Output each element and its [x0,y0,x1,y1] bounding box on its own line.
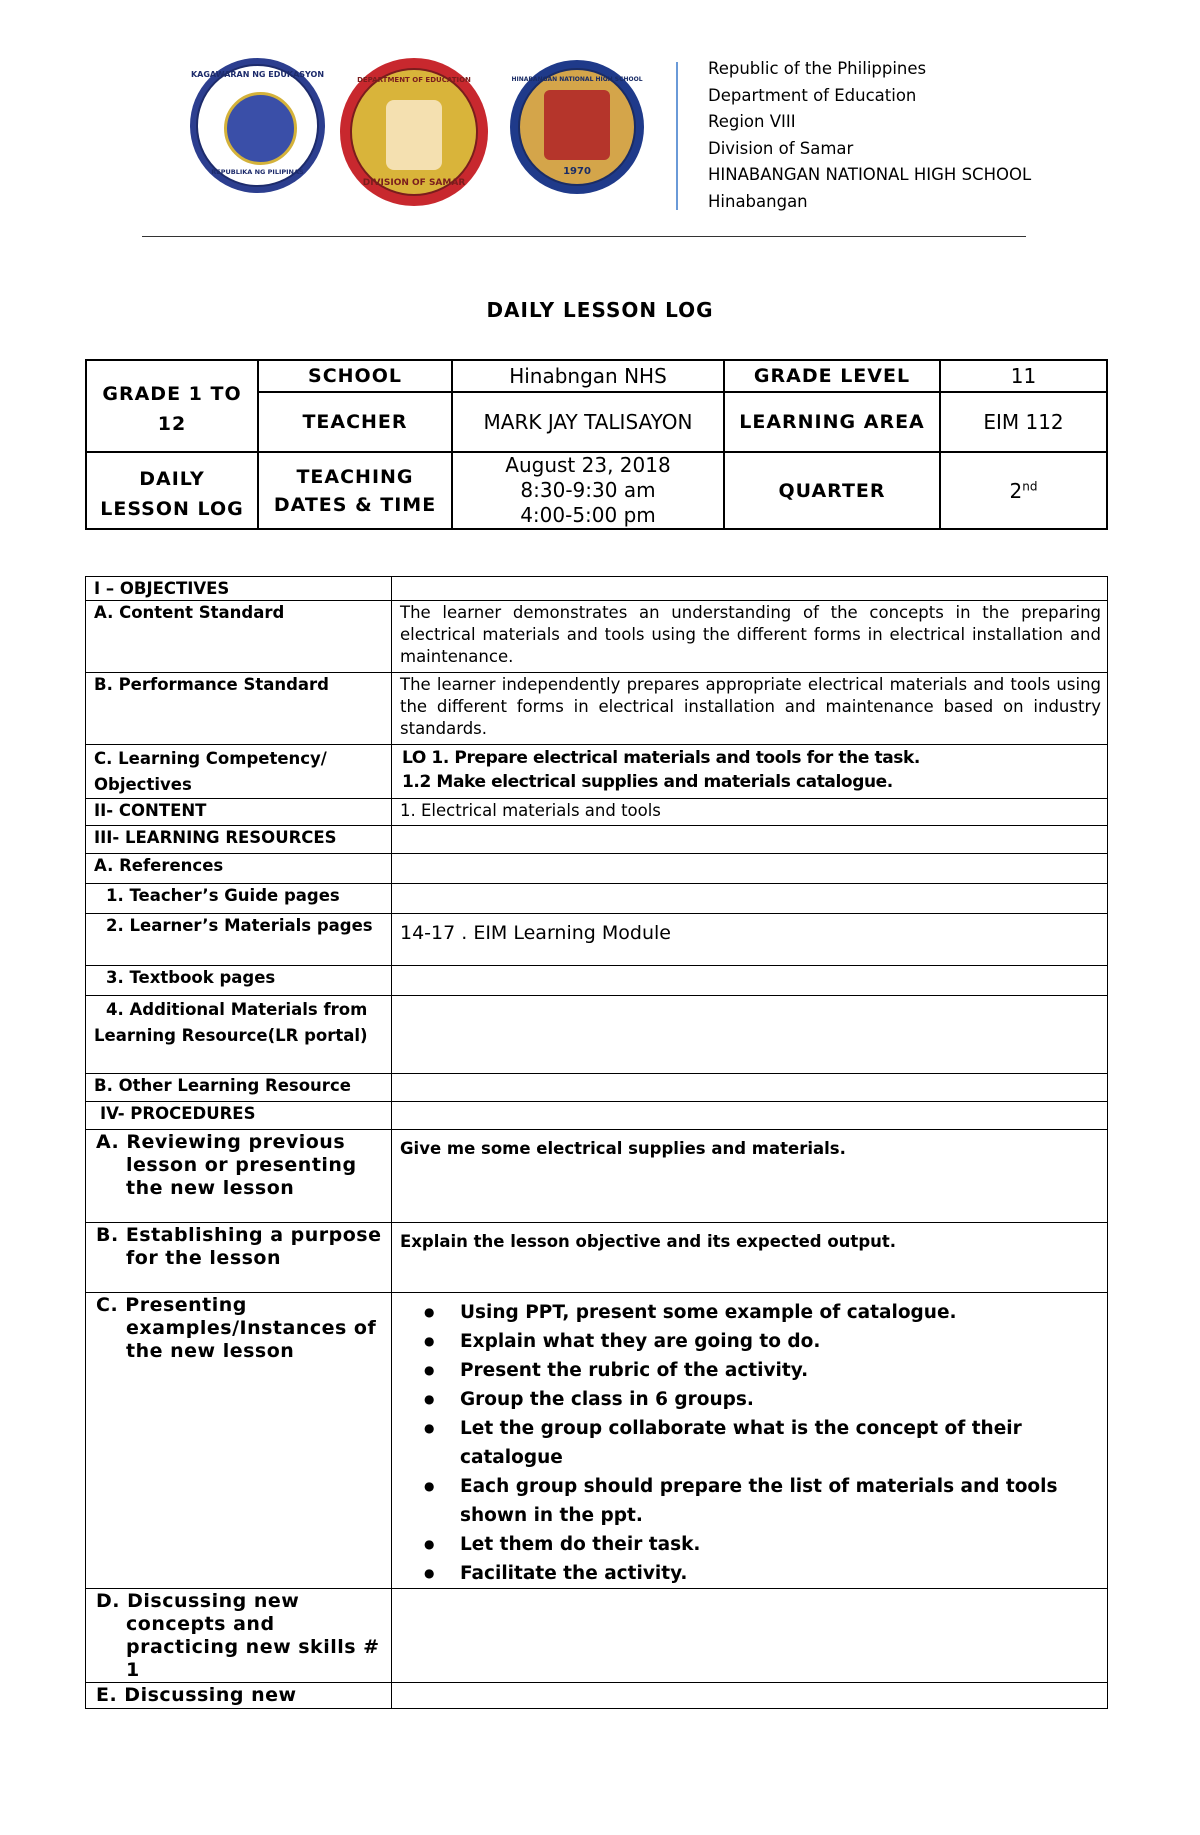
teaching-time-2: 4:00-5:00 pm [520,503,656,527]
list-item: ● Present the rubric of the activity. [460,1356,1101,1385]
list-item: ● Each group should prepare the list of materials and tools shown in the ppt. [460,1472,1101,1530]
additional-materials-label: 4. Additional Materials from Learning Resource(LR portal) [86,996,392,1074]
grade-range-cell: GRADE 1 TO 12 [86,360,258,452]
content-label: II- CONTENT [86,799,392,826]
deped-seal-top-text: KAGAWARAN NG EDUKASYON [190,70,325,79]
school-value: Hinabngan NHS [452,360,724,392]
quarter-suffix: nd [1022,478,1038,493]
info-table [85,359,1108,530]
quarter-value [940,452,1107,529]
grade-level-label: GRADE LEVEL [724,360,940,392]
school-seal-logo [510,60,644,194]
learning-area-value: EIM 112 [940,392,1107,452]
teachers-guide-value [392,884,1108,914]
procedure-e-label: E. Discussing new [86,1683,392,1709]
samar-seal-top-text: DEPARTMENT OF EDUCATION [357,76,471,84]
school-seal-year: 1970 [563,166,591,177]
competency-line-1: LO 1. Prepare electrical materials and tools for the task. [402,748,920,768]
lesson-table [85,576,1108,1709]
list-item: ● Explain what they are going to do. [460,1327,1101,1356]
references-value [392,854,1108,884]
procedures-heading: IV- PROCEDURES [86,1102,392,1130]
header-line: Division of Samar [708,138,854,158]
teaching-dates-label: TEACHING DATES & TIME [258,452,452,529]
objectives-heading: I – OBJECTIVES [86,577,392,601]
list-item: ● Let the group collaborate what is the concept of their catalogue [460,1414,1101,1472]
additional-materials-value [392,996,1108,1074]
performance-standard-value: The learner independently prepares appropriate electrical materials and tools using the different forms in electrical installation and maintenance based on industry standards. [392,673,1108,745]
samar-seal-bottom-text: DIVISION OF SAMAR [362,178,466,188]
teacher-label: TEACHER [258,392,452,452]
deped-seal-bottom-text: REPUBLIKA NG PILIPINAS [211,168,304,176]
performance-standard-label: B. Performance Standard [86,673,392,745]
list-item: ● Facilitate the activity. [460,1559,1101,1588]
school-seal-top-text: HINABANGAN NATIONAL HIGH SCHOOL [511,76,643,83]
header-line: HINABANGAN NATIONAL HIGH SCHOOL [708,165,1032,184]
header-line: Region VIII [708,112,796,131]
content-standard-value: The learner demonstrates an understanding of the concepts in the preparing electrical materials and tools using the different forms in electrical installation and maintenance. [392,601,1108,673]
deped-seal-logo [190,58,325,193]
learning-resources-heading: III- LEARNING RESOURCES [86,826,392,854]
division-samar-seal-logo [340,58,488,206]
procedure-a-value: Give me some electrical supplies and materials. [392,1130,1108,1223]
daily-lesson-log-cell: DAILY LESSON LOG [86,452,258,529]
header-line: Republic of the Philippines [708,59,927,78]
header-divider [676,62,678,210]
page-title: DAILY LESSON LOG [486,298,714,322]
learning-resources-value [392,826,1108,854]
list-item: ● Group the class in 6 groups. [460,1385,1101,1414]
school-label: SCHOOL [258,360,452,392]
content-standard-label: A. Content Standard [86,601,392,673]
teaching-time-1: 8:30-9:30 am [520,478,656,502]
grade-level-value: 11 [940,360,1107,392]
textbook-label: 3. Textbook pages [86,966,392,996]
teaching-dates-value [452,452,724,529]
teacher-value: MARK JAY TALISAYON [452,392,724,452]
quarter-label: QUARTER [724,452,940,529]
header-line: Department of Education [708,85,917,105]
procedure-e-value [392,1683,1108,1709]
header-line: Hinabangan [708,191,808,211]
learning-competency-label: C. Learning Competency/ Objectives [86,745,392,799]
quarter-number: 2 [1009,478,1023,503]
list-item: ● Using PPT, present some example of catalogue. [460,1298,1101,1327]
procedure-d-label: D. Discussing new concepts and practicing new skills # 1 [86,1589,392,1683]
competency-line-2: 1.2 Make electrical supplies and materials catalogue. [402,772,893,792]
learning-competency-value [392,745,1108,799]
procedure-c-label: C. Presenting examples/Instances of the new lesson [86,1293,392,1589]
header-organization [708,56,1031,215]
textbook-value [392,966,1108,996]
other-resource-value [392,1074,1108,1102]
objectives-value [392,577,1108,601]
procedure-b-label: B. Establishing a purpose for the lesson [86,1223,392,1293]
learning-area-label: LEARNING AREA [724,392,940,452]
content-value: 1. Electrical materials and tools [392,799,1108,826]
header-rule [142,236,1026,237]
procedure-a-label: A. Reviewing previous lesson or presenting the new lesson [86,1130,392,1223]
references-label: A. References [86,854,392,884]
learners-materials-value: 14-17 . EIM Learning Module [392,914,1108,966]
list-item: ● Let them do their task. [460,1530,1101,1559]
procedure-c-list [400,1298,1101,1588]
procedure-d-value [392,1589,1108,1683]
teaching-date: August 23, 2018 [505,453,671,477]
procedure-b-value: Explain the lesson objective and its expected output. [392,1223,1108,1293]
teachers-guide-label: 1. Teacher’s Guide pages [86,884,392,914]
learners-materials-label: 2. Learner’s Materials pages [86,914,392,966]
procedures-value [392,1102,1108,1130]
other-resource-label: B. Other Learning Resource [86,1074,392,1102]
procedure-c-value [392,1293,1108,1589]
